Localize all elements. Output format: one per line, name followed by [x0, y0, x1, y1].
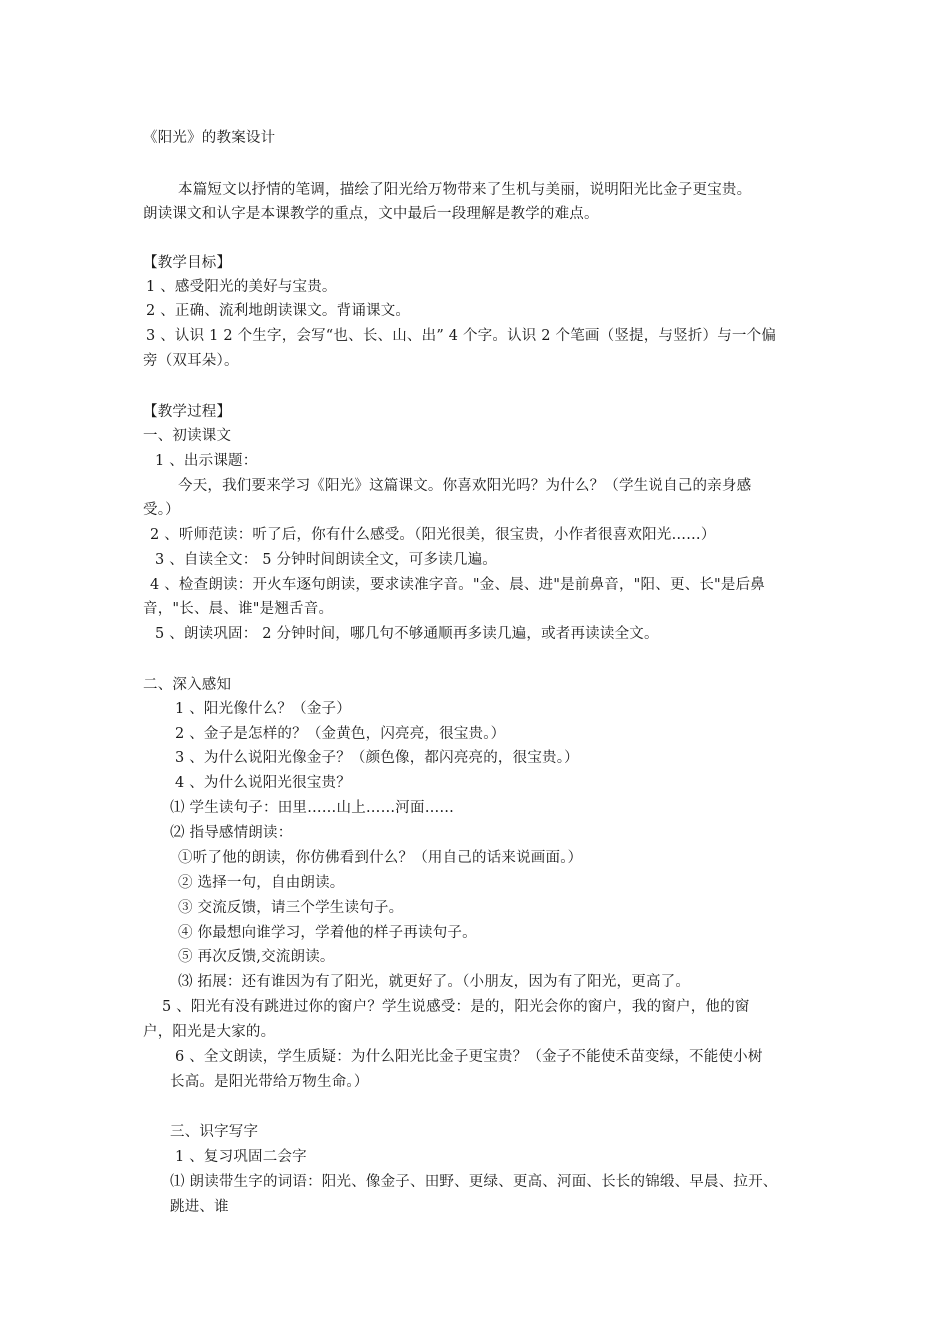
- question-item: 5 、阳光有没有跳进过你的窗户？学生说感受：是的，阳光会你的窗户，我的窗户，他的窗: [162, 999, 750, 1015]
- section-heading: 一、初读课文: [143, 428, 232, 444]
- question-item: 1 、阳光像什么？（金子）: [175, 701, 351, 717]
- step-item: 1 、复习巩固二会字: [175, 1149, 307, 1165]
- step-item: 5 、朗读巩固： 2 分钟时间，哪几句不够通顺再多读几遍，或者再读读全文。: [155, 626, 659, 642]
- sub-item: ⑴ 朗读带生字的词语：阳光、像金子、田野、更绿、更高、河面、长长的锦缎、早晨、拉开、: [170, 1174, 778, 1190]
- question-item: 6 、全文朗读，学生质疑：为什么阳光比金子更宝贵？（金子不能使禾苗变绿，不能使小树: [175, 1049, 763, 1065]
- circled-item: ② 选择一句，自由朗读。: [178, 875, 345, 891]
- goal-item-continued: 旁（双耳朵）。: [143, 353, 239, 369]
- step-item: 1 、出示课题：: [155, 453, 258, 469]
- circled-item: ③ 交流反馈，请三个学生读句子。: [178, 900, 404, 916]
- step-item-continued: 音，"长、晨、谁"是翘舌音。: [143, 601, 334, 617]
- sub-item-continued: 跳进、谁: [170, 1199, 229, 1215]
- goal-item: 2 、正确、流利地朗读课文。背诵课文。: [146, 303, 411, 319]
- section-heading: 二、深入感知: [143, 677, 232, 693]
- sub-item: ⑵ 指导感情朗读：: [170, 825, 293, 841]
- question-item: 2 、金子是怎样的？（金黄色，闪亮亮，很宝贵。）: [175, 726, 506, 742]
- step-item: 2 、听师范读：听了后，你有什么感受。（阳光很美，很宝贵，小作者很喜欢阳光……）: [150, 527, 716, 543]
- goal-item: 1 、感受阳光的美好与宝贵。: [146, 279, 337, 295]
- goals-heading: 【教学目标】: [143, 255, 232, 271]
- circled-item: ⑤ 再次反馈,交流朗读。: [178, 949, 335, 965]
- circled-item: ①听了他的朗读，你仿佛看到什么？（用自己的话来说画面。）: [178, 850, 583, 866]
- step-item: 3 、自读全文： 5 分钟时间朗读全文，可多读几遍。: [155, 552, 497, 568]
- intro-paragraph-line: 朗读课文和认字是本课教学的重点，文中最后一段理解是教学的难点。: [143, 206, 599, 222]
- process-heading: 【教学过程】: [143, 404, 232, 420]
- step-text-continued: 受。）: [143, 502, 180, 518]
- question-item-continued: 长高。是阳光带给万物生命。）: [170, 1074, 369, 1090]
- circled-item: ④ 你最想向谁学习，学着他的样子再读句子。: [178, 925, 477, 941]
- goal-item: 3 、认识 1 2 个生字，会写“也、长、山、出” 4 个字。认识 2 个笔画（竖提，与竖折）与一个偏: [146, 328, 777, 344]
- sub-item: ⑶ 拓展：还有谁因为有了阳光，就更好了。（小朋友，因为有了阳光，更高了。: [178, 974, 691, 990]
- question-item-continued: 户，阳光是大家的。: [143, 1024, 276, 1040]
- step-item: 4 、检查朗读：开火车逐句朗读，要求读准字音。"金、晨、进"是前鼻音，"阳、更、长"是后鼻: [150, 577, 766, 593]
- step-text: 今天，我们要来学习《阳光》这篇课文。你喜欢阳光吗？为什么？（学生说自己的亲身感: [178, 478, 752, 494]
- question-item: 3 、为什么说阳光像金子？（颜色像，都闪亮亮的，很宝贵。）: [175, 750, 579, 766]
- document-title: 《阳光》的教案设计: [143, 130, 276, 146]
- section-heading: 三、识字写字: [170, 1124, 259, 1140]
- sub-item: ⑴ 学生读句子：田里……山上……河面……: [170, 800, 455, 816]
- question-item: 4 、为什么说阳光很宝贵？: [175, 775, 351, 791]
- intro-paragraph-line: 本篇短文以抒情的笔调，描绘了阳光给万物带来了生机与美丽，说明阳光比金子更宝贵。: [178, 182, 752, 198]
